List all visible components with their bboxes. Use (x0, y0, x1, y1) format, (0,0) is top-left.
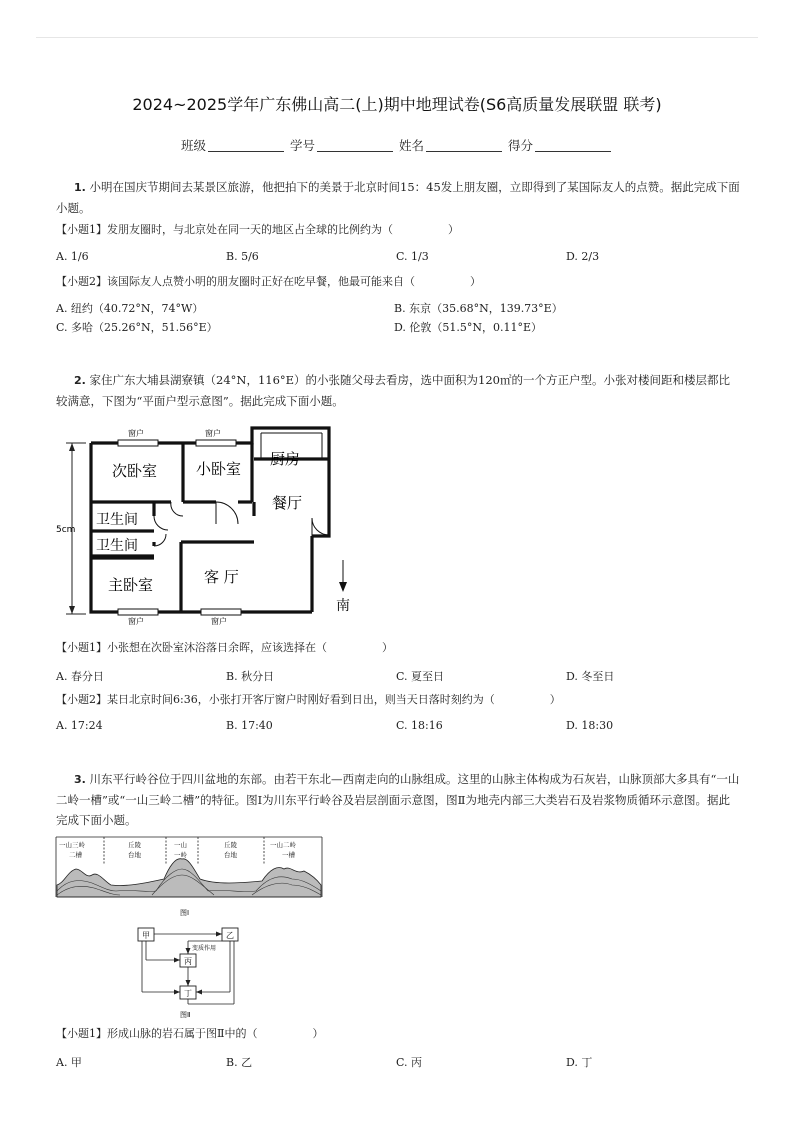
room-bathroom-1: 卫生间 (96, 512, 138, 528)
q2-sub1-option-d[interactable]: D. 冬至日 (566, 670, 615, 683)
fig2-node-bing: 丙 (184, 957, 192, 966)
id-blank[interactable] (317, 139, 393, 152)
fig2-caption: 图Ⅱ (180, 1011, 191, 1019)
fig2-node-ding: 丁 (184, 989, 192, 998)
fig2-node-yi: 乙 (226, 931, 234, 940)
q1-sub1-label: 【小题1】发朋友圈时，与北京处在同一天的地区占全球的比例约为（ ） (56, 223, 459, 236)
class-blank[interactable] (208, 139, 284, 152)
room-dining: 餐厅 (272, 494, 303, 512)
q2-sub2-option-c[interactable]: C. 18:16 (396, 719, 443, 732)
room-bathroom-2: 卫生间 (96, 538, 138, 554)
q1-sub1-option-c[interactable]: C. 1/3 (396, 250, 429, 263)
q1-sub1-option-a[interactable]: A. 1/6 (56, 250, 89, 263)
q3-sub1-label: 【小题1】形成山脉的岩石属于图Ⅱ中的（ ） (56, 1027, 324, 1040)
q3-sub1-option-d[interactable]: D. 丁 (566, 1056, 593, 1069)
class-label: 班级 (180, 138, 206, 153)
q2-sub2-label: 【小题2】某日北京时间6:36，小张打开客厅窗户时刚好看到日出，则当天日落时刻约为（ ） (56, 693, 561, 706)
fig2-arrow-label: 变质作用 (192, 945, 217, 952)
q2-sub1-option-c[interactable]: C. 夏至日 (396, 670, 445, 683)
score-label: 得分 (507, 138, 533, 153)
window-label-3: 窗户 (128, 617, 144, 626)
figure-1-cross-section (56, 835, 326, 923)
south-label: 南 (336, 598, 350, 614)
scale-label: 5cm (56, 525, 76, 535)
fig1-seg-2: 丘陵 (128, 841, 141, 849)
q3-stem (56, 769, 740, 830)
page-title: 2024~2025学年广东佛山高二(上)期中地理试卷(S6高质量发展联盟 联考) (132, 95, 662, 114)
figure-2-rock-cycle (130, 924, 250, 1020)
q1-sub1-option-b[interactable]: B. 5/6 (226, 250, 259, 263)
q1-number: 1. (74, 181, 86, 194)
window-label-2: 窗户 (205, 429, 221, 438)
fig1-seg-4: 丘陵 (224, 841, 237, 849)
q1-sub1-option-d[interactable]: D. 2/3 (566, 250, 600, 263)
q1-sub2-label: 【小题2】该国际友人点赞小明的朋友圈时正好在吃早餐，他最可能来自（ ） (56, 275, 481, 288)
q3-sub1-option-b[interactable]: B. 乙 (226, 1056, 253, 1069)
q1-sub2-option-d[interactable]: D. 伦敦（51.5°N，0.11°E） (394, 321, 543, 334)
q1-sub2-option-a[interactable]: A. 纽约（40.72°N，74°W） (56, 302, 204, 315)
score-blank[interactable] (535, 139, 611, 152)
fig1-seg-1: 一山三岭 (59, 841, 85, 849)
fig1-seg-3: 一山 (174, 841, 187, 849)
q2-stem-text: 家住广东大埔县湖寮镇（24°N，116°E）的小张随父母去看房，选中面积为120㎡的一个方正户型。小张对楼间距和楼层都比较满意，下图为“平面户型示意图”。据此完成下面小题。 (56, 373, 730, 408)
q3-number: 3. (74, 773, 86, 786)
fig1-seg-5: 一山二岭 (270, 841, 296, 849)
q2-sub2-option-a[interactable]: A. 17:24 (56, 719, 103, 732)
q2-sub1-option-b[interactable]: B. 秋分日 (226, 670, 275, 683)
q3-sub1-option-c[interactable]: C. 丙 (396, 1056, 423, 1069)
fig1-seg-1b: 二槽 (69, 851, 82, 859)
q1-sub2-option-b[interactable]: B. 东京（35.68°N，139.73°E） (394, 302, 563, 315)
q3-sub1-option-a[interactable]: A. 甲 (56, 1056, 82, 1069)
room-kitchen: 厨房 (270, 450, 301, 468)
floor-plan-figure (56, 424, 366, 626)
fig2-node-jia: 甲 (142, 931, 150, 940)
window-label-1: 窗户 (128, 429, 144, 438)
q2-stem (56, 370, 740, 411)
q1-stem-text: 小明在国庆节期间去某景区旅游，他把拍下的美景于北京时间15：45发上朋友圈，立即得到了某国际友人的点赞。据此完成下面小题。 (56, 180, 740, 215)
q1-sub2-option-c[interactable]: C. 多哈（25.26°N，51.56°E） (56, 321, 218, 334)
window-label-4: 窗户 (211, 617, 227, 626)
q3-stem-text: 川东平行岭谷位于四川盆地的东部。由若干东北—西南走向的山脉组成。这里的山脉主体构成为石灰岩，山脉顶部大多具有“一山二岭一槽”或“一山三岭二槽”的特征。图Ⅰ为川东平行岭谷及岩层剖面示意图，图Ⅱ为地壳内部三大类岩石及岩浆物质循环示意图。据此完成下面小题。 (56, 772, 740, 827)
q2-number: 2. (74, 374, 86, 387)
q2-sub1-option-a[interactable]: A. 春分日 (56, 670, 104, 683)
fig1-seg-5b: 一槽 (282, 851, 295, 859)
room-second-bedroom: 次卧室 (112, 462, 158, 480)
room-master-bedroom: 主卧室 (108, 576, 154, 594)
fig1-seg-4b: 台地 (224, 851, 237, 859)
q2-sub1-label: 【小题1】小张想在次卧室沐浴落日余晖，应该选择在（ ） (56, 641, 393, 654)
student-info-line (0, 136, 794, 154)
top-divider (36, 37, 758, 38)
room-living-room: 客 厅 (204, 568, 239, 586)
fig1-seg-2b: 台地 (128, 851, 141, 859)
fig1-seg-3b: 一岭 (174, 851, 187, 859)
q1-stem (56, 177, 740, 218)
q2-sub2-option-d[interactable]: D. 18:30 (566, 719, 614, 732)
id-label: 学号 (289, 138, 315, 153)
q2-sub2-option-b[interactable]: B. 17:40 (226, 719, 273, 732)
fig1-caption: 图Ⅰ (180, 909, 190, 917)
room-small-bedroom: 小卧室 (196, 460, 242, 478)
name-label: 姓名 (398, 138, 424, 153)
name-blank[interactable] (426, 139, 502, 152)
